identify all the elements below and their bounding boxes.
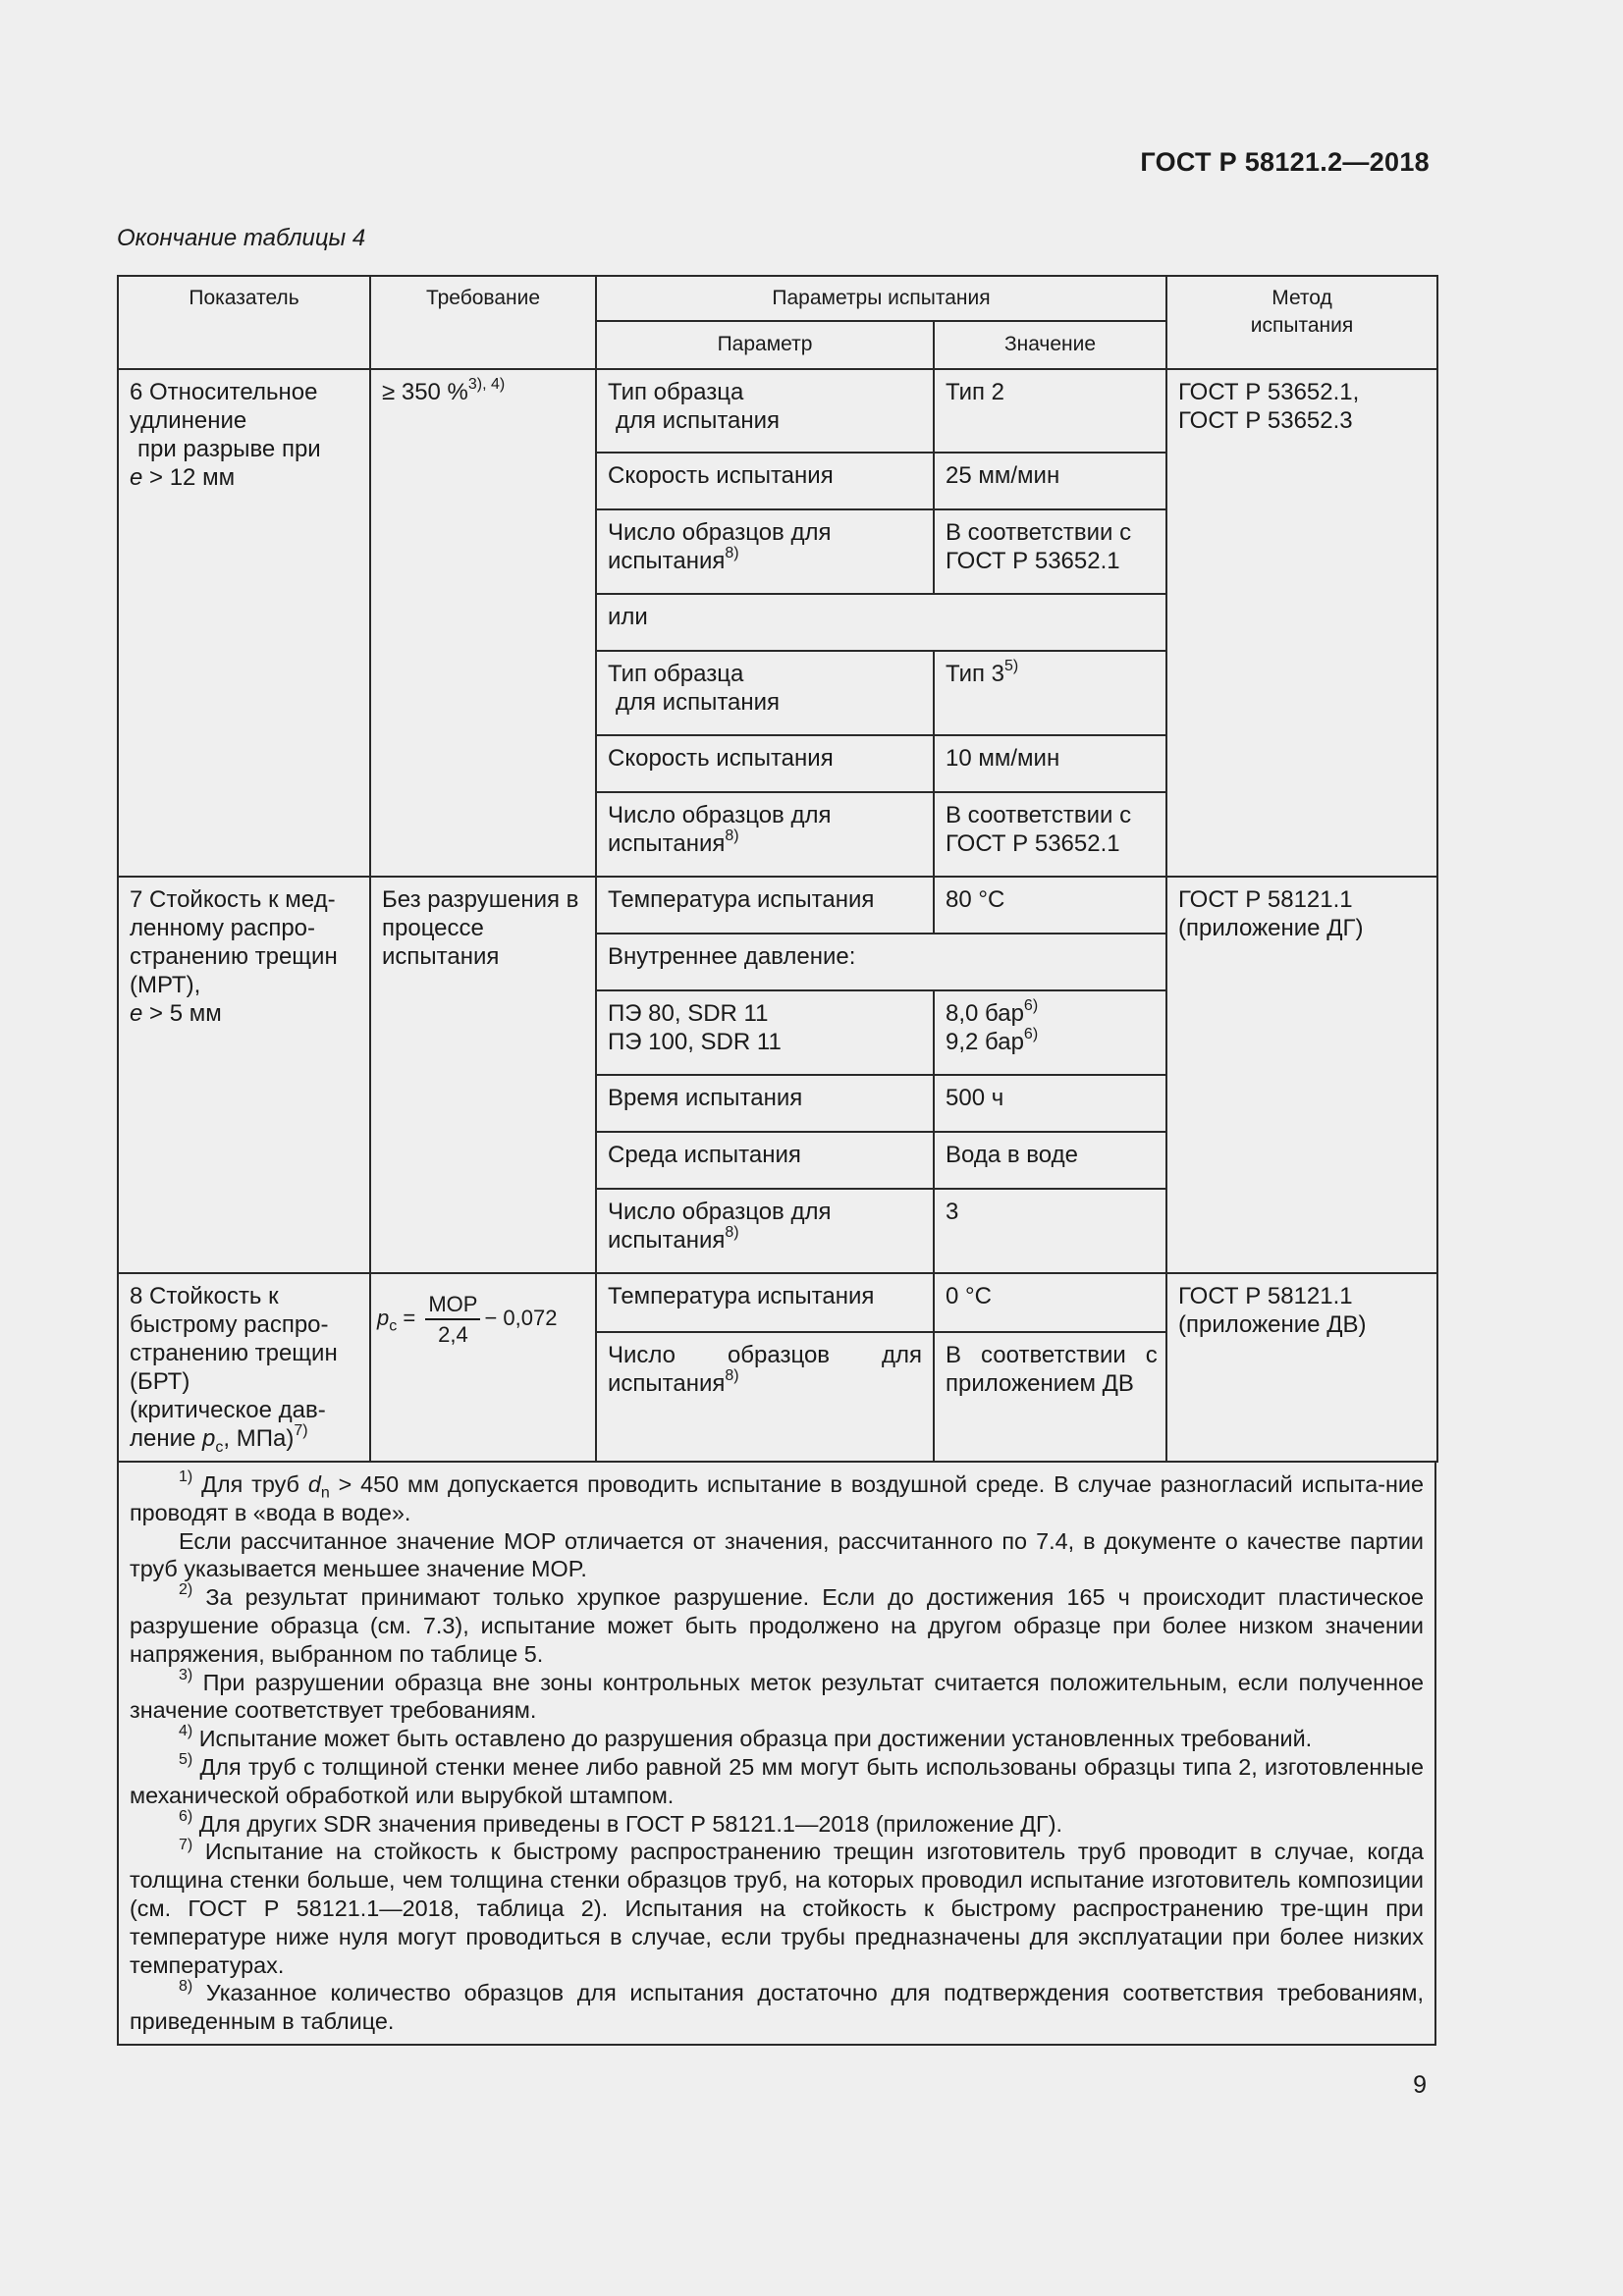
value-text: В соответствии с [946, 802, 1132, 828]
footnote-text: При разрушении образца вне зоны контрольных меток результат считается положительным, если полученное значение соответствует требованиям. [130, 1669, 1424, 1724]
param-text: Число образцов для [608, 519, 832, 546]
param-cell [596, 1332, 934, 1462]
param-cell [596, 651, 934, 735]
indicator-text: удлинение [130, 407, 247, 434]
method-text: (приложение ДГ) [1178, 915, 1364, 941]
indicator-text: быстрому распро- [130, 1311, 329, 1338]
footnote-ref: 6) [1023, 997, 1039, 1014]
value-cell: 3 [934, 1189, 1166, 1273]
indicator-text: ление [130, 1425, 203, 1452]
value-cell: Тип 2 [934, 369, 1166, 453]
param-text: ПЭ 80, SDR 11 [608, 1000, 769, 1027]
param-text: для испытания [616, 689, 781, 716]
indicator-text: , МПа) [223, 1425, 295, 1452]
header-indicator: Показатель [118, 276, 370, 369]
param-text: Тип образца [608, 661, 744, 687]
value-text: 8,0 бар [946, 1000, 1024, 1027]
header-test-parameters: Параметры испытания [596, 276, 1166, 321]
indicator-text: 7 Стойкость к мед- [130, 886, 336, 913]
param-cell [596, 792, 934, 877]
header-requirement: Требование [370, 276, 596, 369]
method-cell-6: ГОСТ Р 53652.1, ГОСТ Р 53652.3 [1166, 369, 1437, 877]
header-method-line1: Метод [1271, 287, 1332, 309]
footnote-text: Для труб с толщиной стенки менее либо равной 25 мм могут быть использованы образцы типа 2, изготовленные механической обработкой или вырубкой штампом. [130, 1753, 1424, 1808]
footnote-6 [130, 1807, 1424, 1839]
footnote-8 [130, 1979, 1424, 2036]
value-text: ГОСТ Р 53652.1 [946, 548, 1120, 574]
table-row [118, 877, 1437, 934]
header-method [1166, 276, 1437, 369]
param-cell: Скорость испытания [596, 453, 934, 509]
indicator-text: странению трещин [130, 943, 338, 970]
footnote-1 [130, 1470, 1424, 1527]
param-text: испытания [608, 1227, 726, 1254]
value-cell [934, 509, 1166, 594]
param-text: для испытания [616, 407, 781, 434]
param-cell: Время испытания [596, 1075, 934, 1132]
indicator-text: (БРТ) [130, 1368, 190, 1395]
table-footnotes [117, 1463, 1436, 2046]
indicator-cell-8 [118, 1273, 370, 1462]
indicator-text: > 5 мм [142, 1000, 222, 1027]
subscript: c [215, 1438, 224, 1456]
footnote-marker: 1) [179, 1468, 193, 1486]
footnote-marker: 2) [179, 1581, 193, 1599]
value-cell [934, 990, 1166, 1075]
value-text: приложением ДВ [946, 1370, 1134, 1398]
indicator-text: при разрыве при [137, 436, 321, 462]
value-text: ГОСТ Р 53652.1 [946, 830, 1120, 857]
footnote-2 [130, 1583, 1424, 1668]
method-cell-8 [1166, 1273, 1437, 1462]
requirement-cell-7: Без разрушения в процессе испытания [370, 877, 596, 1273]
footnote-3 [130, 1666, 1424, 1726]
requirement-text: ≥ 350 % [382, 379, 468, 405]
footnote-ref: 8) [725, 545, 739, 561]
footnote-text: Испытание на стойкость к быстрому распространению трещин изготовитель труб проводит в случае, когда толщина стенки больше, чем толщина стенки образцов труб, на которых проводил испытание изготовитель композиции (см. ГОСТ Р 58121.1—2018, таблица 2). Испытания на стойкость к быстрому распространению тре-щин при температуре ниже нуля могут проводиться в случае, если трубы предназначены для эксплуатации при более низких температурах. [130, 1839, 1424, 1978]
method-text: ГОСТ Р 58121.1 [1178, 886, 1353, 913]
document-header: ГОСТ Р 58121.2—2018 [1140, 147, 1430, 177]
footnote-text: Для других SDR значения приведены в ГОСТ Р 58121.1—2018 (приложение ДГ). [192, 1810, 1062, 1837]
param-text: испытания [608, 548, 726, 574]
header-parameter: Параметр [596, 321, 934, 369]
equals-sign: = [397, 1305, 422, 1330]
header-value: Значение [934, 321, 1166, 369]
footnote-marker: 6) [179, 1807, 193, 1825]
footnote-4 [130, 1725, 1424, 1753]
value-cell: 80 °C [934, 877, 1166, 934]
indicator-text: 8 Стойкость к [130, 1283, 279, 1309]
table-header-row [118, 276, 1437, 321]
formula [377, 1292, 558, 1347]
footnote-text: За результат принимают только хрупкое разрушение. Если до достижения 165 ч происходит пластическое разрушение образца (см. 7.3), испытание может быть продолжено на другом образце при более низком значении напряжения, выбранном по таблице 5. [130, 1584, 1424, 1667]
param-text: Число образцов для [608, 802, 832, 828]
method-text: ГОСТ Р 58121.1 [1178, 1283, 1353, 1309]
fraction-numerator: MOP [425, 1290, 480, 1320]
indicator-text: странению трещин [130, 1340, 338, 1366]
footnote-ref: 6) [1023, 1026, 1039, 1042]
footnote-ref: 8) [725, 828, 739, 844]
param-text: ПЭ 100, SDR 11 [608, 1029, 782, 1055]
value-text: 9,2 бар [946, 1029, 1024, 1055]
indicator-cell-6 [118, 369, 370, 877]
param-cell [596, 990, 934, 1075]
param-text: испытания [608, 830, 726, 857]
param-cell-span: Внутреннее давление: [596, 934, 1166, 990]
value-text: В соответствии с [946, 519, 1132, 546]
footnote-ref: 7) [294, 1422, 308, 1439]
table-row [118, 1273, 1437, 1332]
value-cell: 10 мм/мин [934, 735, 1166, 792]
value-cell: 25 мм/мин [934, 453, 1166, 509]
table-container [117, 275, 1436, 2046]
value-text: В соответствии с [946, 1342, 1158, 1369]
method-text: (приложение ДВ) [1178, 1311, 1367, 1338]
value-cell [934, 651, 1166, 735]
variable-p: p [377, 1305, 390, 1330]
footnote-7 [130, 1838, 1424, 1979]
footnote-text: Испытание может быть оставлено до разрушения образца при достижении установленных требований. [192, 1726, 1313, 1752]
param-text: испытания [608, 1370, 726, 1398]
footnote-ref: 5) [1004, 658, 1019, 674]
formula-tail: − 0,072 [484, 1305, 558, 1330]
value-cell: 0 °C [934, 1273, 1166, 1332]
footnote-text: Указанное количество образцов для испытания достаточно для подтверждения соответствия требованиям, приведенным в таблице. [130, 1980, 1424, 2035]
footnote-text: Для труб [192, 1471, 308, 1497]
header-method-line2: испытания [1250, 314, 1354, 337]
table-caption: Окончание таблицы 4 [117, 225, 366, 251]
indicator-text: (МРТ), [130, 972, 201, 998]
param-text: Число образцов для [608, 1342, 922, 1369]
subscript: c [389, 1317, 398, 1335]
footnote-marker: 8) [179, 1977, 193, 1995]
indicator-text: 6 Относительное [130, 379, 318, 405]
footnote-marker: 5) [179, 1751, 193, 1769]
footnote-marker: 3) [179, 1666, 193, 1683]
footnote-marker: 7) [179, 1836, 193, 1853]
param-cell [596, 509, 934, 594]
footnote-marker: 4) [179, 1723, 193, 1740]
value-cell: Вода в воде [934, 1132, 1166, 1189]
variable-d: d [307, 1471, 321, 1497]
footnote-ref: 8) [725, 1224, 739, 1241]
fraction [425, 1290, 480, 1349]
param-cell: Температура испытания [596, 1273, 934, 1332]
requirement-formula-cell [370, 1273, 596, 1462]
param-cell [596, 369, 934, 453]
variable-e: e [130, 464, 143, 491]
footnote-ref: 3), 4) [467, 376, 506, 393]
value-cell [934, 792, 1166, 877]
param-text: Тип образца [608, 379, 744, 405]
footnote-text: > 450 мм допускается проводить испытание в воздушной среде. В случае разногласий испыта-ние проводят в «вода в воде». [130, 1471, 1424, 1525]
indicator-text: ленному распро- [130, 915, 316, 941]
param-cell: Скорость испытания [596, 735, 934, 792]
value-cell: 500 ч [934, 1075, 1166, 1132]
variable-p: p [202, 1425, 216, 1452]
footnote-1-continued: Если рассчитанное значение MOP отличается от значения, рассчитанного по 7.4, в документе о качестве партии труб указывается меньшее значение MOP. [130, 1527, 1424, 1582]
footnote-5 [130, 1753, 1424, 1810]
param-cell [596, 1189, 934, 1273]
requirement-cell-6 [370, 369, 596, 877]
indicator-cell-7 [118, 877, 370, 1273]
param-text: Число образцов для [608, 1199, 832, 1225]
method-cell-7 [1166, 877, 1437, 1273]
value-cell [934, 1332, 1166, 1462]
indicator-text: > 12 мм [142, 464, 236, 491]
footnote-ref: 8) [725, 1367, 739, 1385]
fraction-denominator: 2,4 [438, 1322, 468, 1347]
indicator-text: (критическое дав- [130, 1397, 326, 1423]
requirements-table [117, 275, 1438, 1463]
variable-e: e [130, 1000, 143, 1027]
or-cell: или [596, 594, 1166, 651]
subscript: n [320, 1484, 330, 1502]
page-number: 9 [1413, 2071, 1427, 2099]
value-text: Тип 3 [946, 661, 1005, 687]
table-row [118, 369, 1437, 453]
param-cell: Среда испытания [596, 1132, 934, 1189]
param-cell: Температура испытания [596, 877, 934, 934]
